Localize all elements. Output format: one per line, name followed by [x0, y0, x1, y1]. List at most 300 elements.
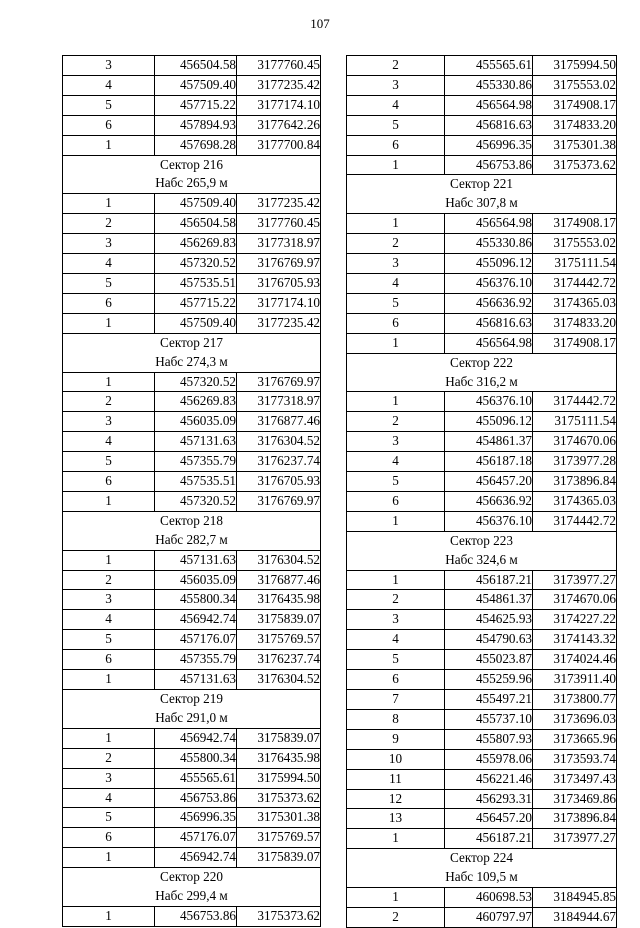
- coord-x: 457176.07: [155, 828, 237, 848]
- coord-x: 456564.98: [445, 333, 533, 353]
- table-row: [347, 809, 617, 829]
- coord-x: 457176.07: [155, 630, 237, 650]
- coord-y: 3173593.74: [533, 749, 617, 769]
- table-row: [347, 907, 617, 927]
- coord-y: 3176435.98: [237, 590, 321, 610]
- coord-x: 456376.10: [445, 511, 533, 531]
- coordinates-table-right: [346, 55, 617, 928]
- point-number: 10: [347, 749, 445, 769]
- coord-x: 456636.92: [445, 491, 533, 511]
- point-number: 1: [347, 155, 445, 175]
- table-row: [347, 690, 617, 710]
- sector-title: Сектор 217: [63, 333, 321, 352]
- coord-x: 456996.35: [445, 135, 533, 155]
- table-row: [347, 273, 617, 293]
- point-number: 5: [347, 293, 445, 313]
- sector-header-row: [347, 531, 617, 550]
- coord-y: 3173696.03: [533, 709, 617, 729]
- point-number: 6: [347, 313, 445, 333]
- sector-nabs-row: [63, 353, 321, 372]
- table-row: [63, 670, 321, 690]
- point-number: 4: [63, 432, 155, 452]
- coord-x: 455330.86: [445, 234, 533, 254]
- table-row: [347, 234, 617, 254]
- coord-y: 3174442.72: [533, 392, 617, 412]
- sector-nabs-row: [347, 551, 617, 570]
- table-row: [347, 56, 617, 76]
- coord-y: 3173469.86: [533, 789, 617, 809]
- coord-x: 456376.10: [445, 392, 533, 412]
- point-number: 1: [63, 313, 155, 333]
- coord-y: 3175839.07: [237, 610, 321, 630]
- coord-y: 3176304.52: [237, 670, 321, 690]
- coord-y: 3175769.57: [237, 630, 321, 650]
- coord-x: 460797.97: [445, 907, 533, 927]
- sector-title: Сектор 218: [63, 511, 321, 530]
- coord-x: 457320.52: [155, 372, 237, 392]
- coord-y: 3176304.52: [237, 432, 321, 452]
- table-row: [347, 829, 617, 849]
- coord-x: 454625.93: [445, 610, 533, 630]
- point-number: 11: [347, 769, 445, 789]
- sector-nabs: Набс 291,0 м: [63, 709, 321, 728]
- sector-header-row: [63, 511, 321, 530]
- point-number: 1: [63, 670, 155, 690]
- table-row: [63, 452, 321, 472]
- sector-title: Сектор 222: [347, 353, 617, 372]
- coord-y: 3175994.50: [237, 768, 321, 788]
- coord-x: 457698.28: [155, 135, 237, 155]
- coord-y: 3174908.17: [533, 214, 617, 234]
- coord-x: 456564.98: [445, 214, 533, 234]
- coord-x: 455800.34: [155, 748, 237, 768]
- table-row: [347, 115, 617, 135]
- table-row: [63, 135, 321, 155]
- table-row: [347, 75, 617, 95]
- point-number: 4: [63, 788, 155, 808]
- point-number: 3: [63, 234, 155, 254]
- coord-x: 456753.86: [155, 906, 237, 926]
- table-row: [63, 550, 321, 570]
- coord-x: 456035.09: [155, 570, 237, 590]
- point-number: 1: [63, 491, 155, 511]
- table-row: [63, 392, 321, 412]
- point-number: 4: [63, 75, 155, 95]
- table-row: [347, 630, 617, 650]
- sector-header-row: [63, 690, 321, 709]
- point-number: 1: [63, 848, 155, 868]
- sector-header-row: [347, 849, 617, 868]
- coord-y: 3175553.02: [533, 75, 617, 95]
- coord-x: 456293.31: [445, 789, 533, 809]
- sector-nabs-row: [347, 373, 617, 392]
- point-number: 5: [63, 630, 155, 650]
- sector-nabs-row: [63, 709, 321, 728]
- table-row: [63, 75, 321, 95]
- coord-y: 3175111.54: [533, 412, 617, 432]
- coord-x: 457535.51: [155, 273, 237, 293]
- coord-y: 3174227.22: [533, 610, 617, 630]
- point-number: 4: [63, 610, 155, 630]
- point-number: 6: [63, 650, 155, 670]
- coord-x: 457355.79: [155, 452, 237, 472]
- point-number: 6: [347, 135, 445, 155]
- coord-x: 456221.46: [445, 769, 533, 789]
- coord-x: 457715.22: [155, 95, 237, 115]
- coord-x: 456457.20: [445, 472, 533, 492]
- table-row: [63, 313, 321, 333]
- point-number: 5: [347, 472, 445, 492]
- point-number: 1: [63, 906, 155, 926]
- coord-y: 3177174.10: [237, 293, 321, 313]
- coord-y: 3184944.67: [533, 907, 617, 927]
- coord-x: 456942.74: [155, 848, 237, 868]
- sector-title: Сектор 224: [347, 849, 617, 868]
- table-row: [63, 788, 321, 808]
- point-number: 3: [347, 432, 445, 452]
- coord-x: 457894.93: [155, 115, 237, 135]
- table-row: [347, 590, 617, 610]
- coord-y: 3175994.50: [533, 56, 617, 76]
- coord-y: 3177318.97: [237, 392, 321, 412]
- coord-x: 456636.92: [445, 293, 533, 313]
- coord-y: 3175301.38: [237, 808, 321, 828]
- point-number: 2: [347, 907, 445, 927]
- coord-y: 3174833.20: [533, 313, 617, 333]
- table-row: [347, 254, 617, 274]
- coord-y: 3175553.02: [533, 234, 617, 254]
- point-number: 6: [63, 293, 155, 313]
- coord-x: 456942.74: [155, 610, 237, 630]
- coord-x: 455737.10: [445, 709, 533, 729]
- table-row: [347, 709, 617, 729]
- table-row: [63, 650, 321, 670]
- table-row: [347, 95, 617, 115]
- sector-nabs: Набс 265,9 м: [63, 174, 321, 193]
- point-number: 2: [347, 590, 445, 610]
- coord-x: 454861.37: [445, 590, 533, 610]
- table-row: [63, 906, 321, 926]
- point-number: 3: [347, 254, 445, 274]
- table-row: [347, 472, 617, 492]
- table-row: [63, 56, 321, 76]
- sector-title: Сектор 220: [63, 868, 321, 887]
- table-row: [347, 570, 617, 590]
- table-row: [63, 808, 321, 828]
- point-number: 1: [63, 372, 155, 392]
- sector-nabs: Набс 299,4 м: [63, 887, 321, 906]
- point-number: 13: [347, 809, 445, 829]
- table-row: [347, 135, 617, 155]
- coord-y: 3173896.84: [533, 472, 617, 492]
- coord-x: 455565.61: [155, 768, 237, 788]
- coord-x: 456187.18: [445, 452, 533, 472]
- point-number: 4: [347, 452, 445, 472]
- coord-y: 3174442.72: [533, 511, 617, 531]
- coord-y: 3176705.93: [237, 472, 321, 492]
- table-row: [63, 630, 321, 650]
- point-number: 1: [63, 194, 155, 214]
- point-number: 5: [63, 95, 155, 115]
- table-row: [347, 888, 617, 908]
- coord-x: 456187.21: [445, 570, 533, 590]
- point-number: 5: [347, 650, 445, 670]
- coord-x: 457535.51: [155, 472, 237, 492]
- coord-y: 3174365.03: [533, 491, 617, 511]
- coord-x: 457509.40: [155, 194, 237, 214]
- table-row: [63, 115, 321, 135]
- point-number: 4: [347, 273, 445, 293]
- table-row: [63, 728, 321, 748]
- table-row: [347, 432, 617, 452]
- coord-y: 3174442.72: [533, 273, 617, 293]
- sector-nabs: Набс 282,7 м: [63, 531, 321, 550]
- sector-header-row: [63, 868, 321, 887]
- coord-x: 457509.40: [155, 75, 237, 95]
- coord-x: 457131.63: [155, 550, 237, 570]
- point-number: 1: [347, 214, 445, 234]
- coord-x: 456187.21: [445, 829, 533, 849]
- coord-y: 3177318.97: [237, 234, 321, 254]
- table-row: [347, 650, 617, 670]
- coord-y: 3175111.54: [533, 254, 617, 274]
- table-row: [63, 472, 321, 492]
- point-number: 2: [347, 412, 445, 432]
- point-number: 1: [347, 333, 445, 353]
- sector-header-row: [63, 155, 321, 174]
- coord-y: 3173977.27: [533, 570, 617, 590]
- table-row: [347, 392, 617, 412]
- table-row: [347, 511, 617, 531]
- coord-x: 456816.63: [445, 313, 533, 333]
- table-row: [63, 254, 321, 274]
- coord-x: 456457.20: [445, 809, 533, 829]
- coord-x: 460698.53: [445, 888, 533, 908]
- coord-y: 3174833.20: [533, 115, 617, 135]
- point-number: 1: [63, 135, 155, 155]
- coord-x: 457355.79: [155, 650, 237, 670]
- table-row: [63, 214, 321, 234]
- coord-x: 456942.74: [155, 728, 237, 748]
- table-row: [63, 194, 321, 214]
- sector-nabs-row: [347, 194, 617, 213]
- coord-y: 3174143.32: [533, 630, 617, 650]
- page-number: 107: [310, 16, 330, 31]
- point-number: 3: [347, 610, 445, 630]
- coord-x: 455497.21: [445, 690, 533, 710]
- sector-nabs-row: [347, 868, 617, 887]
- coord-y: 3175839.07: [237, 728, 321, 748]
- table-row: [347, 769, 617, 789]
- coord-x: 457715.22: [155, 293, 237, 313]
- point-number: 3: [347, 75, 445, 95]
- sector-title: Сектор 216: [63, 155, 321, 174]
- coord-x: 455978.06: [445, 749, 533, 769]
- coord-y: 3176769.97: [237, 372, 321, 392]
- table-row: [347, 670, 617, 690]
- coord-x: 455565.61: [445, 56, 533, 76]
- coord-y: 3184945.85: [533, 888, 617, 908]
- point-number: 2: [63, 570, 155, 590]
- table-row: [63, 848, 321, 868]
- sector-title: Сектор 223: [347, 531, 617, 550]
- table-row: [63, 293, 321, 313]
- table-row: [347, 610, 617, 630]
- coord-x: 454790.63: [445, 630, 533, 650]
- coord-x: 455800.34: [155, 590, 237, 610]
- coord-x: 456269.83: [155, 234, 237, 254]
- coord-y: 3175301.38: [533, 135, 617, 155]
- coord-y: 3174024.46: [533, 650, 617, 670]
- sector-header-row: [63, 333, 321, 352]
- coord-y: 3177760.45: [237, 214, 321, 234]
- point-number: 6: [63, 472, 155, 492]
- coord-y: 3175373.62: [533, 155, 617, 175]
- coord-y: 3174670.06: [533, 590, 617, 610]
- coord-y: 3176304.52: [237, 550, 321, 570]
- point-number: 1: [347, 570, 445, 590]
- coord-x: 456753.86: [445, 155, 533, 175]
- point-number: 6: [347, 670, 445, 690]
- table-row: [63, 610, 321, 630]
- coord-x: 454861.37: [445, 432, 533, 452]
- table-row: [347, 729, 617, 749]
- point-number: 6: [63, 115, 155, 135]
- coord-x: 455096.12: [445, 254, 533, 274]
- coord-x: 456816.63: [445, 115, 533, 135]
- coord-y: 3176769.97: [237, 491, 321, 511]
- coord-y: 3173911.40: [533, 670, 617, 690]
- point-number: 1: [347, 888, 445, 908]
- point-number: 2: [63, 392, 155, 412]
- coord-x: 455330.86: [445, 75, 533, 95]
- coord-x: 456504.58: [155, 214, 237, 234]
- coordinates-table-left: [62, 55, 321, 927]
- sector-nabs-row: [63, 887, 321, 906]
- point-number: 2: [347, 234, 445, 254]
- coord-y: 3175373.62: [237, 788, 321, 808]
- sector-nabs: Набс 109,5 м: [347, 868, 617, 887]
- coord-y: 3173497.43: [533, 769, 617, 789]
- point-number: 5: [347, 115, 445, 135]
- sector-header-row: [347, 353, 617, 372]
- sector-title: Сектор 221: [347, 175, 617, 194]
- sector-nabs-row: [63, 174, 321, 193]
- table-row: [63, 372, 321, 392]
- coord-x: 457131.63: [155, 670, 237, 690]
- table-row: [63, 748, 321, 768]
- point-number: 2: [63, 748, 155, 768]
- table-row: [63, 412, 321, 432]
- point-number: 3: [63, 768, 155, 788]
- point-number: 3: [63, 56, 155, 76]
- coord-x: 456504.58: [155, 56, 237, 76]
- coord-y: 3174670.06: [533, 432, 617, 452]
- point-number: 5: [63, 808, 155, 828]
- coord-y: 3176237.74: [237, 650, 321, 670]
- point-number: 4: [347, 95, 445, 115]
- coord-y: 3175769.57: [237, 828, 321, 848]
- table-row: [63, 590, 321, 610]
- coord-y: 3176237.74: [237, 452, 321, 472]
- table-row: [347, 214, 617, 234]
- point-number: 1: [63, 550, 155, 570]
- point-number: 5: [63, 452, 155, 472]
- point-number: 6: [347, 491, 445, 511]
- table-row: [63, 95, 321, 115]
- coord-x: 456035.09: [155, 412, 237, 432]
- table-row: [347, 293, 617, 313]
- sector-nabs: Набс 274,3 м: [63, 353, 321, 372]
- coord-y: 3173896.84: [533, 809, 617, 829]
- coord-y: 3173977.28: [533, 452, 617, 472]
- coord-x: 455807.93: [445, 729, 533, 749]
- table-row: [63, 491, 321, 511]
- coord-y: 3173800.77: [533, 690, 617, 710]
- table-row: [347, 749, 617, 769]
- table-row: [347, 313, 617, 333]
- table-row: [347, 333, 617, 353]
- coord-x: 457131.63: [155, 432, 237, 452]
- point-number: 2: [63, 214, 155, 234]
- coord-x: 456269.83: [155, 392, 237, 412]
- point-number: 1: [347, 511, 445, 531]
- coord-y: 3177235.42: [237, 75, 321, 95]
- point-number: 3: [63, 590, 155, 610]
- point-number: 1: [63, 728, 155, 748]
- coord-x: 455023.87: [445, 650, 533, 670]
- table-row: [347, 491, 617, 511]
- coord-y: 3174365.03: [533, 293, 617, 313]
- point-number: 4: [63, 254, 155, 274]
- point-number: 9: [347, 729, 445, 749]
- table-row: [63, 570, 321, 590]
- coord-y: 3177174.10: [237, 95, 321, 115]
- table-row: [347, 789, 617, 809]
- coord-x: 455096.12: [445, 412, 533, 432]
- coord-y: 3176705.93: [237, 273, 321, 293]
- coord-y: 3177700.84: [237, 135, 321, 155]
- table-row: [347, 412, 617, 432]
- coord-x: 456753.86: [155, 788, 237, 808]
- point-number: 12: [347, 789, 445, 809]
- coord-y: 3175373.62: [237, 906, 321, 926]
- table-row: [347, 452, 617, 472]
- coord-x: 456564.98: [445, 95, 533, 115]
- coord-y: 3174908.17: [533, 95, 617, 115]
- table-row: [63, 828, 321, 848]
- coord-y: 3177235.42: [237, 313, 321, 333]
- table-row: [63, 432, 321, 452]
- coord-y: 3174908.17: [533, 333, 617, 353]
- sector-nabs-row: [63, 531, 321, 550]
- point-number: 8: [347, 709, 445, 729]
- coord-y: 3173665.96: [533, 729, 617, 749]
- sector-nabs: Набс 307,8 м: [347, 194, 617, 213]
- coord-x: 457320.52: [155, 491, 237, 511]
- table-row: [347, 155, 617, 175]
- coord-x: 457509.40: [155, 313, 237, 333]
- coord-y: 3175839.07: [237, 848, 321, 868]
- coord-y: 3176769.97: [237, 254, 321, 274]
- sector-header-row: [347, 175, 617, 194]
- table-row: [63, 234, 321, 254]
- coord-y: 3177235.42: [237, 194, 321, 214]
- point-number: 5: [63, 273, 155, 293]
- point-number: 1: [347, 829, 445, 849]
- sector-nabs: Набс 316,2 м: [347, 373, 617, 392]
- point-number: 2: [347, 56, 445, 76]
